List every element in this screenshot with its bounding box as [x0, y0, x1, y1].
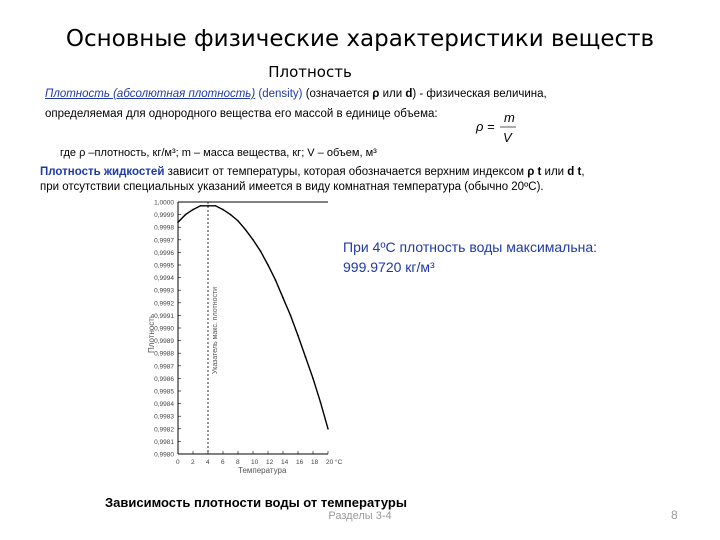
y-tick-label: 1,0000 [154, 199, 174, 207]
liquid-text: зависит от температуры, которая обозначается верхним индексом [164, 166, 528, 178]
d-t-symbol: d t [567, 166, 582, 178]
data-point [200, 205, 202, 207]
x-tick-labels [176, 451, 343, 466]
y-tick-label: 0,9995 [154, 262, 174, 270]
y-tick-label: 0,9990 [154, 325, 174, 333]
definition-line-2: определяемая для однородного вещества его массой в единице объема: [45, 108, 438, 120]
liquid-end: , [581, 166, 585, 178]
definition-text-1: (означается [305, 88, 373, 100]
y-tick-label: 0,9992 [154, 300, 174, 308]
max-density-note [343, 237, 597, 277]
x-tick-label: 14 [281, 459, 289, 466]
y-tick-label: 0,9998 [154, 224, 174, 232]
definition-line-1 [45, 88, 547, 100]
y-tick-label: 0,9986 [154, 375, 174, 383]
definition-english: (density) [255, 88, 306, 100]
data-point [245, 229, 247, 231]
data-point [290, 315, 292, 317]
x-tick-label: 12 [266, 459, 274, 466]
x-tick-label: 0 [176, 459, 180, 466]
liquid-term: Плотность жидкостей [40, 166, 165, 178]
section-subtitle: Плотность [268, 63, 352, 81]
rho-t-symbol: ρ t [527, 166, 542, 178]
footer-sections: Разделы 3-4 [328, 510, 392, 522]
y-tick-label: 0,9980 [154, 451, 174, 459]
data-point [252, 239, 254, 241]
note-line-2: 999.9720 кг/м³ [343, 259, 435, 275]
x-axis-label: Температура [238, 466, 287, 475]
marker-label: Указатель макс. плотности [212, 286, 219, 374]
y-tick-label: 0,9981 [154, 438, 174, 446]
note-line-1: При 4ºС плотность воды максимальна: [343, 239, 598, 255]
y-tick-label: 0,9984 [154, 401, 174, 409]
data-point [185, 214, 187, 216]
x-tick-label: 18 [311, 459, 319, 466]
x-tick-label: 10 [251, 459, 259, 466]
formula-lhs: ρ = [476, 119, 495, 134]
definition-text-2: или [379, 88, 406, 100]
data-point [282, 297, 284, 299]
y-tick-label: 0,9983 [154, 413, 174, 421]
y-tick-label: 0,9997 [154, 237, 174, 245]
x-tick-label: 20 °C [326, 459, 343, 466]
y-tick-label: 0,9991 [154, 312, 174, 320]
room-temperature-condition: при отсутствии специальных указаний имеется в виду комнатная температура (обычно 20ºС). [40, 181, 544, 193]
y-tick-label: 0,9994 [154, 275, 174, 283]
x-tick-label: 6 [221, 459, 225, 466]
y-tick-label: 0,9988 [154, 350, 174, 358]
data-point [275, 279, 277, 281]
data-point [222, 209, 224, 211]
y-axis-label: Плотность [147, 313, 156, 353]
liquid-or: или [541, 166, 568, 178]
data-point [260, 250, 262, 252]
density-chart [138, 192, 343, 475]
d-symbol: d [405, 88, 413, 100]
data-point [320, 402, 322, 404]
data-point [297, 335, 299, 337]
liquid-density-line [40, 166, 585, 178]
y-tick-label: 0,9996 [154, 249, 174, 257]
y-tick-label: 0,9987 [154, 363, 174, 371]
data-point [312, 378, 314, 380]
data-point [207, 205, 209, 207]
units-explanation: где ρ –плотность, кг/м³; m – масса вещества, кг; V – объем, м³ [60, 147, 377, 159]
formula-numerator: m [504, 110, 515, 125]
definition-text-3: ) - физическая величина, [412, 88, 547, 100]
x-tick-label: 2 [191, 459, 195, 466]
y-tick-label: 0,9993 [154, 287, 174, 295]
chart-caption: Зависимость плотности воды от температуры [105, 495, 407, 510]
y-tick-labels [154, 200, 181, 459]
density-formula [474, 108, 524, 148]
x-tick-label: 16 [296, 459, 304, 466]
data-point [215, 205, 217, 207]
definition-term: Плотность (абсолютная плотность) [45, 88, 256, 100]
y-tick-label: 0,9982 [154, 426, 174, 434]
data-point [230, 214, 232, 216]
page-number: 8 [671, 508, 678, 522]
data-point [305, 356, 307, 358]
y-tick-label: 0,9989 [154, 338, 174, 346]
x-tick-label: 4 [206, 459, 210, 466]
data-point [267, 264, 269, 266]
page-title: Основные физические характеристики веществ [65, 26, 655, 52]
data-point [327, 428, 329, 430]
y-tick-label: 0,9999 [154, 212, 174, 220]
data-point [177, 221, 179, 223]
data-point [192, 209, 194, 211]
rho-symbol: ρ [372, 88, 380, 100]
formula-denominator: V [503, 130, 512, 145]
x-tick-label: 8 [236, 459, 240, 466]
data-point [237, 220, 239, 222]
y-tick-label: 0,9985 [154, 388, 174, 396]
